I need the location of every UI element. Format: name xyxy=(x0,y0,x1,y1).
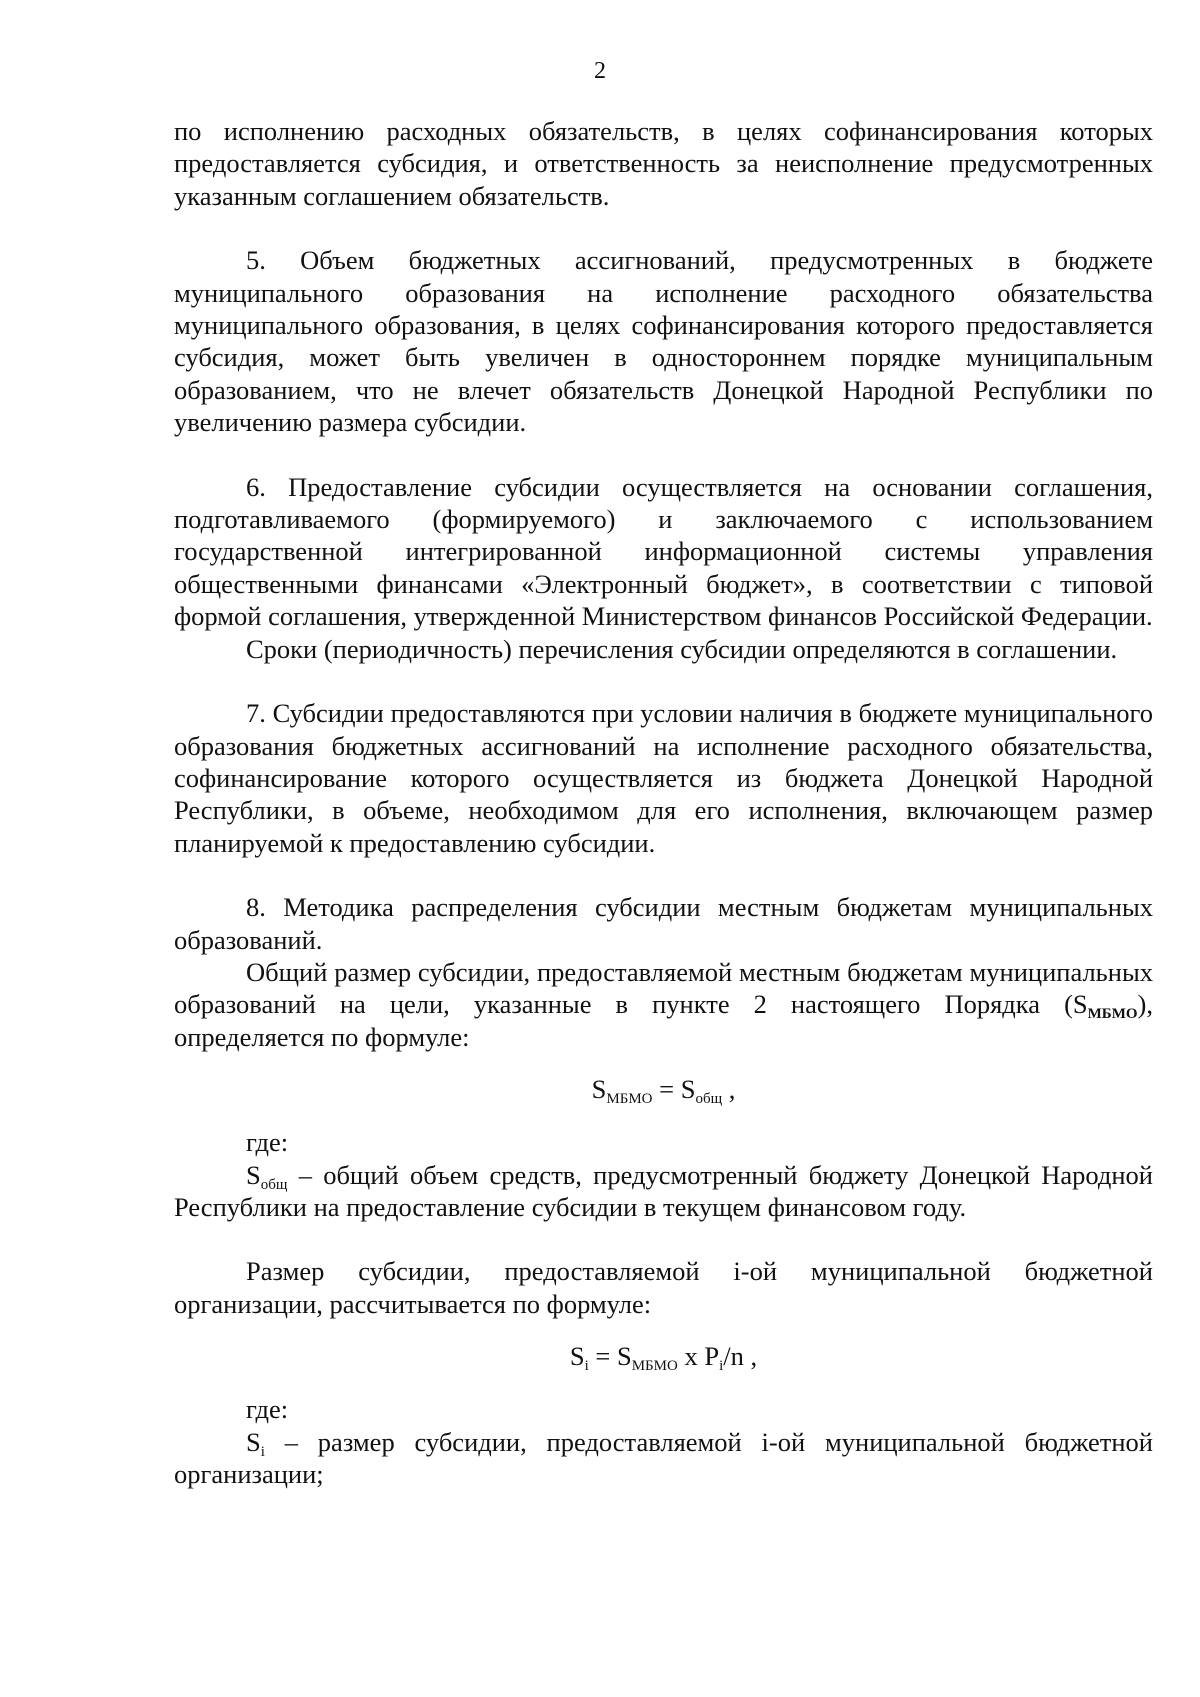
formula-2-lhs: S xyxy=(569,1341,585,1372)
paragraph-8: 8. Методика распределения субсидии местным бюджетам муниципальных образований. xyxy=(174,892,1153,955)
definition-1-text: – общий объем средств, предусмотренный бюджету Донецкой Народной Республики на предоставление субсидии в текущем финансовом году. xyxy=(174,1159,1153,1222)
page-number: 2 xyxy=(594,58,606,84)
paragraph-7: 7. Субсидии предоставляются при условии наличия в бюджете муниципального образования бюджетных ассигнований на исполнение расходного обязательства, софинансирование которого осуществляется из бюджета Донецкой Народной Республики, в объеме, необходимом для его исполнения, включающем размер планируемой к предоставлению субсидии. xyxy=(174,698,1153,858)
formula-total-subsidy xyxy=(174,1072,1153,1106)
paragraph-8-total-tail: ), определяется по формуле: xyxy=(174,989,1153,1052)
paragraph-continuation: по исполнению расходных обязательств, в целях софинансирования которых предоставляется субсидия, и ответственность за неисполнение предусмотренных указанным соглашением обязательств. xyxy=(174,116,1153,211)
paragraph-per-organization: Размер субсидии, предоставляемой i-ой муниципальной бюджетной организации, рассчитывается по формуле: xyxy=(174,1256,1153,1319)
definition-2-text: – размер субсидии, предоставляемой i-ой муниципальной бюджетной организации; xyxy=(174,1426,1153,1489)
formula-organization-subsidy xyxy=(174,1339,1153,1373)
definition-s-total xyxy=(174,1159,1153,1224)
definition-1-symbol: S xyxy=(246,1159,261,1190)
paragraph-6: 6. Предоставление субсидии осуществляется на основании соглашения, подготавливаемого (формируемого) и заключаемого с использованием государственной интегрированной информационной системы управления общественными финансами «Электронный бюджет», в соответствии с типовой формой соглашения, утвержденной Министерством финансов Российской Федерации. xyxy=(174,471,1153,632)
where-label-2: где: xyxy=(246,1394,289,1425)
paragraph-8-total-lead: Общий размер субсидии, предоставляемой местным бюджетам муниципальных образований на цели, указанные в пункте 2 настоящего Порядка (S xyxy=(174,956,1153,1020)
formula-1-rhs-sub: общ xyxy=(695,1091,723,1108)
formula-2-mult: x P xyxy=(677,1341,720,1372)
formula-2-mid-sub: МБМО xyxy=(631,1358,678,1375)
where-label-1: где: xyxy=(246,1127,289,1158)
formula-2-eq: = S xyxy=(588,1341,632,1372)
definition-1-sub: общ xyxy=(260,1176,288,1193)
paragraph-6-terms: Сроки (периодичность) перечисления субсидии определяются в соглашении. xyxy=(246,633,1118,664)
subscript-mbmo: МБМО xyxy=(1087,1006,1138,1023)
definition-2-sub: i xyxy=(260,1443,265,1460)
paragraph-8-total xyxy=(174,956,1153,1053)
document-body xyxy=(174,115,1153,1490)
formula-1-lhs: S xyxy=(591,1074,607,1105)
paragraph-5: 5. Объем бюджетных ассигнований, предусмотренных в бюджете муниципального образования на исполнение расходного обязательства муниципального образования, в целях софинансирования которого предоставляется субсидия, может быть увеличен в одностороннем порядке муниципальным образованием, что не влечет обязательств Донецкой Народной Республики по увеличению размера субсидии. xyxy=(174,245,1153,438)
formula-1-eq: = S xyxy=(652,1074,696,1105)
formula-1-lhs-sub: МБМО xyxy=(606,1091,653,1108)
definition-2-symbol: S xyxy=(246,1426,261,1457)
formula-2-lhs-sub: i xyxy=(584,1358,589,1375)
formula-1-tail: , xyxy=(722,1074,736,1105)
formula-2-p-sub: i xyxy=(719,1358,724,1375)
formula-2-tail: /n , xyxy=(723,1341,758,1372)
definition-s-i xyxy=(174,1426,1153,1491)
